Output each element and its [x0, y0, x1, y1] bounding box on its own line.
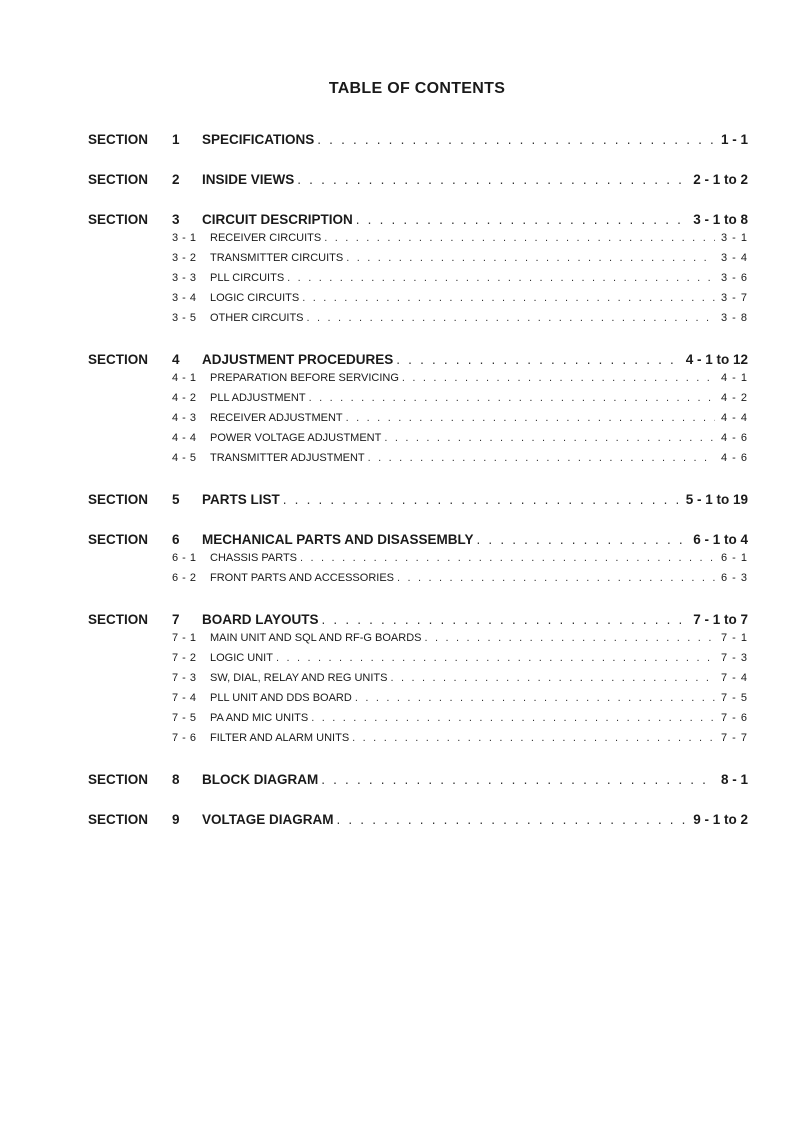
toc-section-row[interactable] [88, 812, 748, 832]
subsection-number: 7 - 6 [172, 732, 197, 744]
toc-subsection-row[interactable] [88, 372, 748, 392]
subsection-title: PREPARATION BEFORE SERVICING [210, 372, 399, 384]
dot-leader [297, 172, 687, 187]
subsection-number: 4 - 2 [172, 392, 197, 404]
toc-subsection-row[interactable] [88, 712, 748, 732]
subsection-title: PLL ADJUSTMENT [210, 392, 306, 404]
dot-leader [368, 452, 715, 464]
subsection-number: 3 - 1 [172, 232, 197, 244]
subsection-number: 4 - 5 [172, 452, 197, 464]
subsection-number: 7 - 4 [172, 692, 197, 704]
toc-section-4 [88, 352, 748, 472]
section-title: CIRCUIT DESCRIPTION [202, 212, 353, 227]
subsection-title: FILTER AND ALARM UNITS [210, 732, 350, 744]
subsection-number: 4 - 1 [172, 372, 197, 384]
subsection-page: 3 - 4 [720, 252, 748, 264]
page-title: TABLE OF CONTENTS [328, 80, 506, 97]
section-pages: 9 - 1 to 2 [693, 812, 748, 827]
section-label: SECTION [88, 172, 149, 187]
dot-leader [390, 672, 715, 684]
toc-subsection-row[interactable] [88, 552, 748, 572]
toc-section-3 [88, 212, 748, 332]
dot-leader [346, 412, 715, 424]
section-title: BOARD LAYOUTS [202, 612, 319, 627]
subsection-page: 7 - 7 [720, 732, 748, 744]
section-pages: 5 - 1 to 19 [685, 492, 748, 507]
subsection-number: 7 - 1 [172, 632, 197, 644]
subsection-title: CHASSIS PARTS [210, 552, 298, 564]
toc-subsection-row[interactable] [88, 632, 748, 652]
section-label: SECTION [88, 772, 149, 787]
subsection-number: 3 - 3 [172, 272, 197, 284]
dot-leader [276, 652, 715, 664]
dot-leader [300, 552, 715, 564]
subsection-page: 6 - 3 [720, 572, 748, 584]
section-pages: 2 - 1 to 2 [693, 172, 748, 187]
subsection-title: SW, DIAL, RELAY AND REG UNITS [210, 672, 388, 684]
subsection-title: TRANSMITTER CIRCUITS [210, 252, 344, 264]
section-label: SECTION [88, 352, 149, 367]
dot-leader [311, 712, 715, 724]
subsection-number: 6 - 1 [172, 552, 197, 564]
subsection-title: RECEIVER CIRCUITS [210, 232, 322, 244]
toc-subsection-row[interactable] [88, 672, 748, 692]
subsection-title: LOGIC UNIT [210, 652, 273, 664]
dot-leader [317, 132, 715, 147]
section-number: 7 [172, 612, 180, 627]
toc-section-5 [88, 492, 748, 512]
section-label: SECTION [88, 132, 149, 147]
toc-section-row[interactable] [88, 172, 748, 192]
dot-leader [384, 432, 715, 444]
table-of-contents [88, 132, 748, 852]
section-number: 2 [172, 172, 180, 187]
subsection-number: 3 - 4 [172, 292, 197, 304]
toc-subsection-row[interactable] [88, 572, 748, 592]
subsection-title: MAIN UNIT AND SQL AND RF-G BOARDS [210, 632, 422, 644]
subsection-page: 7 - 1 [720, 632, 748, 644]
subsection-number: 7 - 2 [172, 652, 197, 664]
section-number: 1 [172, 132, 180, 147]
subsection-page: 4 - 6 [720, 432, 748, 444]
toc-section-2 [88, 172, 748, 192]
section-pages: 4 - 1 to 12 [685, 352, 748, 367]
toc-section-row[interactable] [88, 532, 748, 552]
section-number: 6 [172, 532, 180, 547]
toc-section-8 [88, 772, 748, 792]
dot-leader [424, 632, 715, 644]
subsection-title: RECEIVER ADJUSTMENT [210, 412, 343, 424]
dot-leader [321, 772, 715, 787]
subsection-page: 7 - 4 [720, 672, 748, 684]
dot-leader [402, 372, 715, 384]
subsection-number: 7 - 5 [172, 712, 197, 724]
section-number: 8 [172, 772, 180, 787]
section-label: SECTION [88, 532, 149, 547]
subsection-number: 7 - 3 [172, 672, 197, 684]
toc-section-row[interactable] [88, 492, 748, 512]
toc-subsection-row[interactable] [88, 412, 748, 432]
toc-subsection-row[interactable] [88, 272, 748, 292]
subsection-page: 3 - 8 [720, 312, 748, 324]
toc-subsection-row[interactable] [88, 232, 748, 252]
dot-leader [287, 272, 715, 284]
section-title: SPECIFICATIONS [202, 132, 315, 147]
subsection-page: 7 - 3 [720, 652, 748, 664]
toc-subsection-row[interactable] [88, 392, 748, 412]
subsection-page: 7 - 5 [720, 692, 748, 704]
subsection-title: OTHER CIRCUITS [210, 312, 304, 324]
dot-leader [356, 212, 687, 227]
section-pages: 7 - 1 to 7 [693, 612, 748, 627]
section-title: ADJUSTMENT PROCEDURES [202, 352, 394, 367]
toc-section-1 [88, 132, 748, 152]
toc-subsection-row[interactable] [88, 432, 748, 452]
toc-subsection-row[interactable] [88, 652, 748, 672]
subsection-number: 3 - 5 [172, 312, 197, 324]
toc-section-7 [88, 612, 748, 752]
section-label: SECTION [88, 492, 149, 507]
section-title: BLOCK DIAGRAM [202, 772, 319, 787]
section-label: SECTION [88, 212, 149, 227]
subsection-title: TRANSMITTER ADJUSTMENT [210, 452, 365, 464]
subsection-page: 3 - 1 [720, 232, 748, 244]
dot-leader [302, 292, 715, 304]
subsection-page: 3 - 7 [720, 292, 748, 304]
subsection-page: 4 - 1 [720, 372, 748, 384]
subsection-number: 4 - 3 [172, 412, 197, 424]
subsection-number: 3 - 2 [172, 252, 197, 264]
toc-subsection-row[interactable] [88, 292, 748, 312]
subsection-page: 4 - 6 [720, 452, 748, 464]
dot-leader [352, 732, 715, 744]
subsection-title: PLL UNIT AND DDS BOARD [210, 692, 352, 704]
dot-leader [307, 312, 715, 324]
dot-leader [397, 572, 715, 584]
subsection-number: 6 - 2 [172, 572, 197, 584]
subsection-number: 4 - 4 [172, 432, 197, 444]
toc-section-row[interactable] [88, 352, 748, 372]
section-number: 9 [172, 812, 180, 827]
dot-leader [324, 232, 715, 244]
dot-leader [477, 532, 688, 547]
toc-subsection-row[interactable] [88, 312, 748, 332]
toc-subsection-row[interactable] [88, 692, 748, 712]
toc-subsection-row[interactable] [88, 452, 748, 472]
section-number: 4 [172, 352, 180, 367]
section-number: 5 [172, 492, 180, 507]
dot-leader [337, 812, 688, 827]
toc-subsection-row[interactable] [88, 252, 748, 272]
subsection-page: 6 - 1 [720, 552, 748, 564]
toc-section-6 [88, 532, 748, 592]
section-label: SECTION [88, 812, 149, 827]
section-title: PARTS LIST [202, 492, 280, 507]
section-pages: 6 - 1 to 4 [693, 532, 748, 547]
subsection-title: POWER VOLTAGE ADJUSTMENT [210, 432, 382, 444]
section-pages: 1 - 1 [720, 132, 748, 147]
toc-section-row[interactable] [88, 132, 748, 152]
subsection-title: PLL CIRCUITS [210, 272, 285, 284]
section-pages: 3 - 1 to 8 [693, 212, 748, 227]
subsection-page: 7 - 6 [720, 712, 748, 724]
section-title: INSIDE VIEWS [202, 172, 295, 187]
section-title: VOLTAGE DIAGRAM [202, 812, 334, 827]
toc-subsection-row[interactable] [88, 732, 748, 752]
dot-leader [322, 612, 688, 627]
section-title: MECHANICAL PARTS AND DISASSEMBLY [202, 532, 474, 547]
subsection-title: LOGIC CIRCUITS [210, 292, 300, 304]
toc-section-9 [88, 812, 748, 832]
subsection-page: 4 - 2 [720, 392, 748, 404]
subsection-title: PA AND MIC UNITS [210, 712, 309, 724]
toc-section-row[interactable] [88, 212, 748, 232]
section-pages: 8 - 1 [720, 772, 748, 787]
dot-leader [396, 352, 679, 367]
dot-leader [355, 692, 715, 704]
dot-leader [309, 392, 715, 404]
subsection-page: 4 - 4 [720, 412, 748, 424]
section-number: 3 [172, 212, 180, 227]
dot-leader [283, 492, 680, 507]
subsection-page: 3 - 6 [720, 272, 748, 284]
dot-leader [346, 252, 715, 264]
section-label: SECTION [88, 612, 149, 627]
toc-section-row[interactable] [88, 772, 748, 792]
subsection-title: FRONT PARTS AND ACCESSORIES [210, 572, 394, 584]
toc-section-row[interactable] [88, 612, 748, 632]
